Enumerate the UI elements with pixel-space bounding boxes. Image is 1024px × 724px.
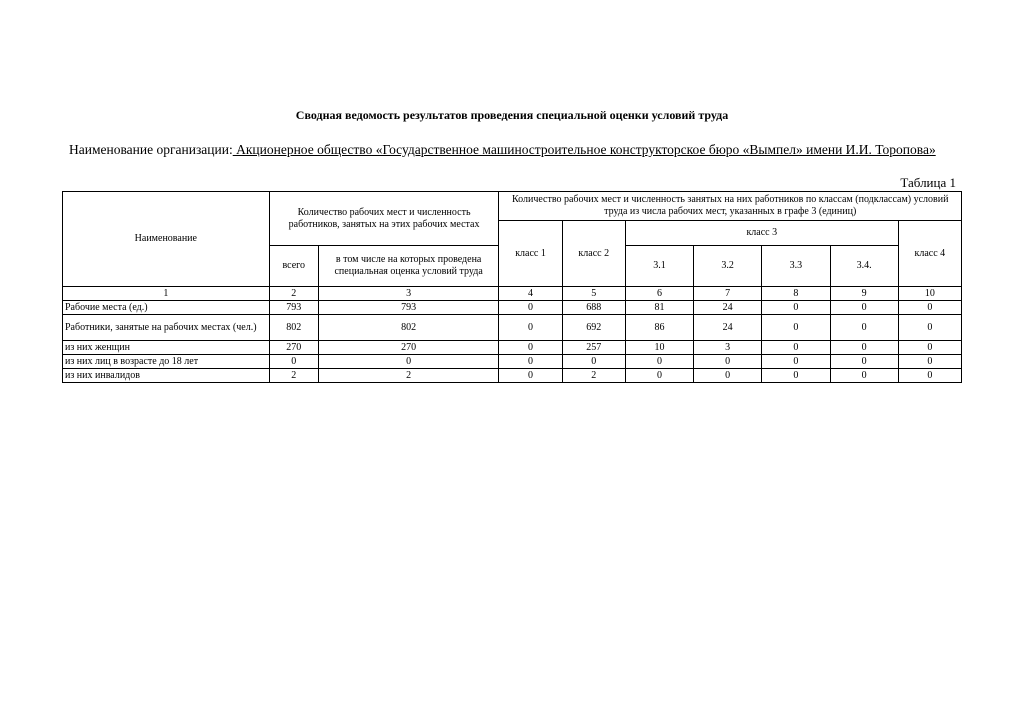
column-number-row — [63, 287, 962, 301]
table-cell: 0 — [762, 341, 830, 355]
table-cell: 0 — [694, 369, 762, 383]
table-cell: 0 — [562, 355, 625, 369]
table-cell: 0 — [830, 369, 898, 383]
header-class-4: класс 4 — [898, 221, 961, 287]
organization-line — [69, 142, 959, 158]
row-label: из них инвалидов — [63, 369, 270, 383]
table-cell: 0 — [762, 369, 830, 383]
column-number: 3 — [318, 287, 499, 301]
table-row — [63, 301, 962, 315]
row-label: Работники, занятые на рабочих местах (чел.) — [63, 315, 270, 341]
table-cell: 24 — [694, 301, 762, 315]
table-cell: 0 — [762, 315, 830, 341]
column-number: 1 — [63, 287, 270, 301]
table-cell: 802 — [318, 315, 499, 341]
table-cell: 0 — [830, 315, 898, 341]
table-cell: 0 — [269, 355, 318, 369]
table-cell: 2 — [318, 369, 499, 383]
table-cell: 802 — [269, 315, 318, 341]
table-cell: 10 — [625, 341, 693, 355]
table-cell: 0 — [499, 301, 562, 315]
table-cell: 0 — [898, 355, 961, 369]
table-cell: 0 — [830, 355, 898, 369]
table-row — [63, 369, 962, 383]
column-number: 9 — [830, 287, 898, 301]
table-number: Таблица 1 — [900, 175, 956, 190]
table-cell: 0 — [898, 341, 961, 355]
table-cell: 0 — [898, 315, 961, 341]
table-cell: 0 — [694, 355, 762, 369]
organization-name: Акционерное общество «Государственное машиностроительное конструкторское бюро «Вымпел» имени И.И. Торопова» — [232, 142, 936, 157]
table-cell: 0 — [830, 301, 898, 315]
header-class-1: класс 1 — [499, 221, 562, 287]
table-row — [63, 341, 962, 355]
header-class-3-3: 3.3 — [762, 246, 830, 287]
table-cell: 688 — [562, 301, 625, 315]
table-cell: 270 — [318, 341, 499, 355]
table-row — [63, 355, 962, 369]
header-class-2: класс 2 — [562, 221, 625, 287]
table-cell: 0 — [625, 369, 693, 383]
table-cell: 3 — [694, 341, 762, 355]
table-cell: 0 — [762, 301, 830, 315]
header-class-3-2: 3.2 — [694, 246, 762, 287]
header-class-3-1: 3.1 — [625, 246, 693, 287]
header-total: всего — [269, 246, 318, 287]
row-label: Рабочие места (ед.) — [63, 301, 270, 315]
table-cell: 0 — [499, 369, 562, 383]
header-name: Наименование — [63, 192, 270, 287]
table-cell: 0 — [898, 369, 961, 383]
table-cell: 86 — [625, 315, 693, 341]
column-number: 4 — [499, 287, 562, 301]
header-group-total: Количество рабочих мест и численность работников, занятых на этих рабочих местах — [269, 192, 499, 246]
table-row — [63, 315, 962, 341]
table-cell: 0 — [830, 341, 898, 355]
table-cell: 0 — [625, 355, 693, 369]
header-assessed: в том числе на которых проведена специальная оценка условий труда — [318, 246, 499, 287]
summary-table — [62, 191, 962, 383]
table-cell: 81 — [625, 301, 693, 315]
table-cell: 793 — [318, 301, 499, 315]
table-cell: 793 — [269, 301, 318, 315]
table-cell: 0 — [499, 315, 562, 341]
organization-label: Наименование организации: — [69, 142, 233, 157]
row-label: из них лиц в возрасте до 18 лет — [63, 355, 270, 369]
column-number: 2 — [269, 287, 318, 301]
table-cell: 0 — [898, 301, 961, 315]
table-cell: 270 — [269, 341, 318, 355]
document-title: Сводная ведомость результатов проведения специальной оценки условий труда — [295, 108, 729, 122]
header-class-3: класс 3 — [625, 221, 898, 246]
table-cell: 2 — [269, 369, 318, 383]
table-cell: 0 — [318, 355, 499, 369]
table-cell: 24 — [694, 315, 762, 341]
header-class-3-4: 3.4. — [830, 246, 898, 287]
table-cell: 0 — [499, 341, 562, 355]
table-cell: 257 — [562, 341, 625, 355]
column-number: 8 — [762, 287, 830, 301]
table-cell: 692 — [562, 315, 625, 341]
column-number: 5 — [562, 287, 625, 301]
column-number: 10 — [898, 287, 961, 301]
table-cell: 2 — [562, 369, 625, 383]
header-group-classes: Количество рабочих мест и численность занятых на них работников по классам (подклассам) условий труда из числа рабочих мест, указанных в графе 3 (единиц) — [499, 192, 962, 221]
table-cell: 0 — [499, 355, 562, 369]
column-number: 7 — [694, 287, 762, 301]
table-cell: 0 — [762, 355, 830, 369]
row-label: из них женщин — [63, 341, 270, 355]
column-number: 6 — [625, 287, 693, 301]
